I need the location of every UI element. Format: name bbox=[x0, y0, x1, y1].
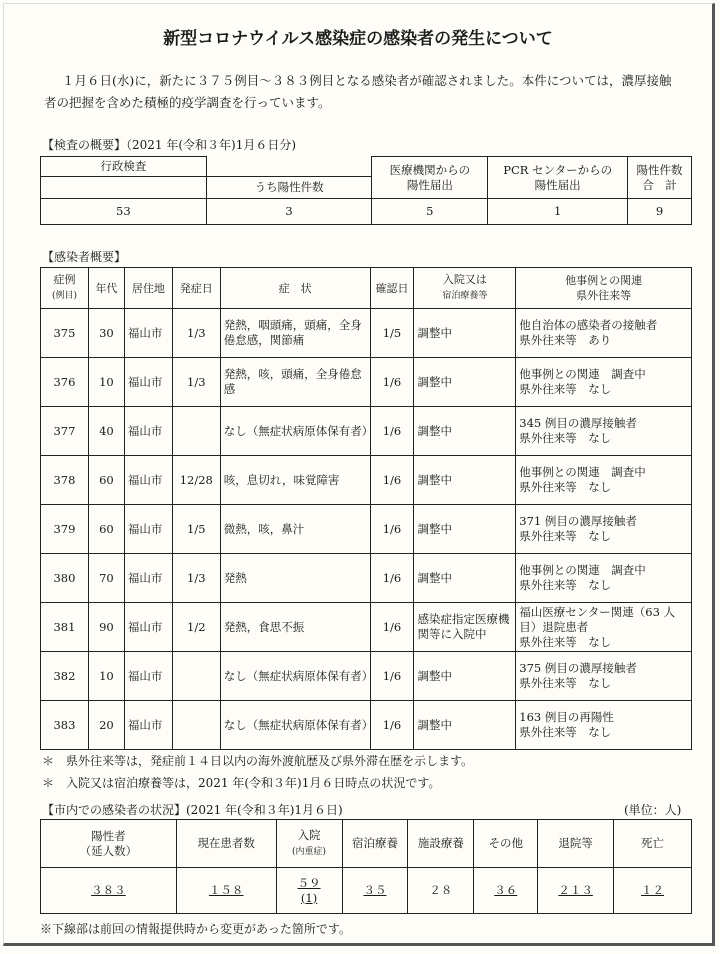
th-other: その他 bbox=[474, 820, 538, 868]
case-relation-text: 他事例との関連 調査中 bbox=[519, 465, 646, 479]
case-hospitalization: 調整中 bbox=[414, 701, 516, 750]
case-age: 90 bbox=[88, 603, 124, 652]
case-symptoms: なし（無症状病原体保有者） bbox=[220, 407, 370, 456]
testing-table bbox=[40, 156, 692, 225]
case-no: 376 bbox=[41, 358, 89, 407]
case-relation bbox=[516, 456, 692, 505]
case-age: 60 bbox=[88, 456, 124, 505]
case-relation-text: 345 例目の濃厚接触者 bbox=[519, 416, 637, 430]
case-relation bbox=[516, 701, 692, 750]
table-row bbox=[41, 652, 692, 701]
page-title: 新型コロナウイルス感染症の感染者の発生について bbox=[163, 29, 553, 49]
cases-table bbox=[40, 267, 692, 750]
case-no: 380 bbox=[41, 554, 89, 603]
th-onset: 発症日 bbox=[172, 268, 220, 309]
case-no: 375 bbox=[41, 309, 89, 358]
case-travel-text: 県外往来等 なし bbox=[519, 480, 612, 494]
case-travel-text: 県外往来等 あり bbox=[519, 333, 612, 347]
v-medical: 5 bbox=[372, 199, 488, 225]
table-row bbox=[41, 701, 692, 750]
status-heading: 【市内での感染者の状況】(2021 年(令和３年)1月６日) bbox=[42, 803, 343, 817]
case-no: 379 bbox=[41, 505, 89, 554]
case-relation-text: 375 例目の濃厚接触者 bbox=[519, 661, 637, 675]
v-hotel: ３５ bbox=[342, 868, 408, 914]
v-pos: ３８３ bbox=[41, 868, 177, 914]
th-current: 現在患者数 bbox=[176, 820, 276, 868]
case-residence: 福山市 bbox=[124, 358, 172, 407]
document-page bbox=[3, 3, 715, 946]
th-pcr: PCR センターからの 陽性届出 bbox=[488, 157, 628, 199]
case-onset bbox=[172, 701, 220, 750]
case-residence: 福山市 bbox=[124, 652, 172, 701]
case-age: 60 bbox=[88, 505, 124, 554]
th-symptoms: 症 状 bbox=[220, 268, 370, 309]
case-symptoms: 発熱，咳，頭痛，全身倦怠感 bbox=[220, 358, 370, 407]
case-relation-text: 163 例目の再陽性 bbox=[519, 710, 614, 724]
case-residence: 福山市 bbox=[124, 603, 172, 652]
note-hospital: ＊ 入院又は宿泊療養等は，2021 年(令和３年)1月６日時点の状況です。 bbox=[42, 776, 441, 790]
th-confirmed: 確認日 bbox=[370, 268, 414, 309]
case-residence: 福山市 bbox=[124, 407, 172, 456]
th-discharged: 退院等 bbox=[538, 820, 614, 868]
cases-heading: 【感染者概要】 bbox=[42, 250, 127, 264]
case-relation-text: 福山医療センター関連（63 人目）退院患者 bbox=[519, 604, 676, 634]
case-onset: 1/3 bbox=[172, 554, 220, 603]
v-other: ３６ bbox=[474, 868, 538, 914]
case-relation-text: 他事例との関連 調査中 bbox=[519, 367, 646, 381]
th-hotel: 宿泊療養 bbox=[342, 820, 408, 868]
table-row bbox=[41, 603, 692, 652]
case-relation bbox=[516, 554, 692, 603]
case-onset: 1/2 bbox=[172, 603, 220, 652]
v-total: 9 bbox=[628, 199, 692, 225]
case-onset bbox=[172, 407, 220, 456]
th-hospitalization: 入院又は 宿泊療養等 bbox=[414, 268, 516, 309]
case-symptoms: 微熱，咳，鼻汁 bbox=[220, 505, 370, 554]
case-onset: 1/3 bbox=[172, 309, 220, 358]
case-no: 378 bbox=[41, 456, 89, 505]
case-residence: 福山市 bbox=[124, 505, 172, 554]
case-hospitalization: 調整中 bbox=[414, 652, 516, 701]
case-residence: 福山市 bbox=[124, 701, 172, 750]
case-no: 377 bbox=[41, 407, 89, 456]
case-relation-text: 他自治体の感染者の接触者 bbox=[519, 318, 658, 332]
case-relation bbox=[516, 652, 692, 701]
case-hospitalization: 調整中 bbox=[414, 407, 516, 456]
case-hospitalization: 調整中 bbox=[414, 358, 516, 407]
case-hospitalization: 調整中 bbox=[414, 309, 516, 358]
case-symptoms: 咳，息切れ，味覚障害 bbox=[220, 456, 370, 505]
table-row bbox=[41, 505, 692, 554]
th-hosp: 入院 (内重症) bbox=[276, 820, 342, 868]
th-medical: 医療機関からの 陽性届出 bbox=[372, 157, 488, 199]
v-discharged: ２１３ bbox=[538, 868, 614, 914]
th-pos: 陽性者 （延人数） bbox=[41, 820, 177, 868]
case-confirmed: 1/6 bbox=[370, 456, 414, 505]
table-row bbox=[41, 554, 692, 603]
case-no: 383 bbox=[41, 701, 89, 750]
case-confirmed: 1/6 bbox=[370, 505, 414, 554]
case-hospitalization: 感染症指定医療機関等に入院中 bbox=[414, 603, 516, 652]
v-facility: ２８ bbox=[408, 868, 474, 914]
footnote: ※下線部は前回の情報提供時から変更があった箇所です。 bbox=[40, 922, 351, 936]
case-symptoms: なし（無症状病原体保有者） bbox=[220, 701, 370, 750]
case-confirmed: 1/6 bbox=[370, 407, 414, 456]
case-age: 10 bbox=[88, 358, 124, 407]
case-hospitalization: 調整中 bbox=[414, 505, 516, 554]
case-age: 10 bbox=[88, 652, 124, 701]
th-positive bbox=[206, 157, 372, 177]
table-row bbox=[41, 358, 692, 407]
v-admin: 53 bbox=[41, 199, 207, 225]
th-admin-blank bbox=[41, 177, 207, 199]
case-no: 381 bbox=[41, 603, 89, 652]
th-relation: 他事例との関連 県外往来等 bbox=[516, 268, 692, 309]
case-hospitalization: 調整中 bbox=[414, 554, 516, 603]
th-age: 年代 bbox=[88, 268, 124, 309]
th-positive-label: うち陽性件数 bbox=[206, 177, 372, 199]
th-facility: 施設療養 bbox=[408, 820, 474, 868]
case-confirmed: 1/6 bbox=[370, 652, 414, 701]
case-relation-text: 371 例目の濃厚接触者 bbox=[519, 514, 637, 528]
case-age: 20 bbox=[88, 701, 124, 750]
th-residence: 居住地 bbox=[124, 268, 172, 309]
case-symptoms: 発熱，咽頭痛，頭痛，全身倦怠感，関節痛 bbox=[220, 309, 370, 358]
case-relation bbox=[516, 309, 692, 358]
v-pcr: 1 bbox=[488, 199, 628, 225]
v-hosp: ５９ (1) bbox=[276, 868, 342, 914]
case-residence: 福山市 bbox=[124, 554, 172, 603]
v-positive: 3 bbox=[206, 199, 372, 225]
table-row bbox=[41, 309, 692, 358]
v-death: １２ bbox=[614, 868, 692, 914]
case-confirmed: 1/6 bbox=[370, 554, 414, 603]
case-relation bbox=[516, 505, 692, 554]
case-onset bbox=[172, 652, 220, 701]
case-travel-text: 県外往来等 なし bbox=[519, 676, 612, 690]
testing-heading: 【検査の概要】（2021 年(令和３年)1月６日分) bbox=[42, 138, 297, 152]
case-age: 70 bbox=[88, 554, 124, 603]
case-residence: 福山市 bbox=[124, 309, 172, 358]
case-no: 382 bbox=[41, 652, 89, 701]
case-relation-text: 他事例との関連 調査中 bbox=[519, 563, 646, 577]
case-confirmed: 1/5 bbox=[370, 309, 414, 358]
case-symptoms: 発熱，食思不振 bbox=[220, 603, 370, 652]
table-row bbox=[41, 407, 692, 456]
intro-paragraph: １月６日(水)に，新たに３７５例目～３８３例目となる感染者が確認されました。本件については，濃厚接触者の把握を含めた積極的疫学調査を行っています。 bbox=[44, 73, 672, 110]
case-travel-text: 県外往来等 なし bbox=[519, 578, 612, 592]
th-admin: 行政検査 bbox=[41, 157, 207, 177]
case-travel-text: 県外往来等 なし bbox=[519, 725, 612, 739]
case-travel-text: 県外往来等 なし bbox=[519, 529, 612, 543]
case-age: 30 bbox=[88, 309, 124, 358]
case-relation bbox=[516, 358, 692, 407]
case-confirmed: 1/6 bbox=[370, 701, 414, 750]
case-travel-text: 県外往来等 なし bbox=[519, 431, 612, 445]
case-relation bbox=[516, 603, 692, 652]
th-case: 症例 (例目) bbox=[41, 268, 89, 309]
status-unit: (単位：人) bbox=[624, 803, 682, 817]
table-row bbox=[41, 456, 692, 505]
case-relation bbox=[516, 407, 692, 456]
case-confirmed: 1/6 bbox=[370, 358, 414, 407]
v-current: １５８ bbox=[176, 868, 276, 914]
case-onset: 1/3 bbox=[172, 358, 220, 407]
note-travel: ＊ 県外往来等は，発症前１４日以内の海外渡航歴及び県外滞在歴を示します。 bbox=[42, 754, 474, 768]
case-travel-text: 県外往来等 なし bbox=[519, 634, 612, 649]
case-age: 40 bbox=[88, 407, 124, 456]
case-residence: 福山市 bbox=[124, 456, 172, 505]
case-symptoms: なし（無症状病原体保有者） bbox=[220, 652, 370, 701]
case-hospitalization: 調整中 bbox=[414, 456, 516, 505]
case-confirmed: 1/6 bbox=[370, 603, 414, 652]
case-onset: 1/5 bbox=[172, 505, 220, 554]
th-total: 陽性件数 合 計 bbox=[628, 157, 692, 199]
case-travel-text: 県外往来等 なし bbox=[519, 382, 612, 396]
case-symptoms: 発熱 bbox=[220, 554, 370, 603]
status-table bbox=[40, 819, 692, 914]
case-onset: 12/28 bbox=[172, 456, 220, 505]
th-death: 死亡 bbox=[614, 820, 692, 868]
